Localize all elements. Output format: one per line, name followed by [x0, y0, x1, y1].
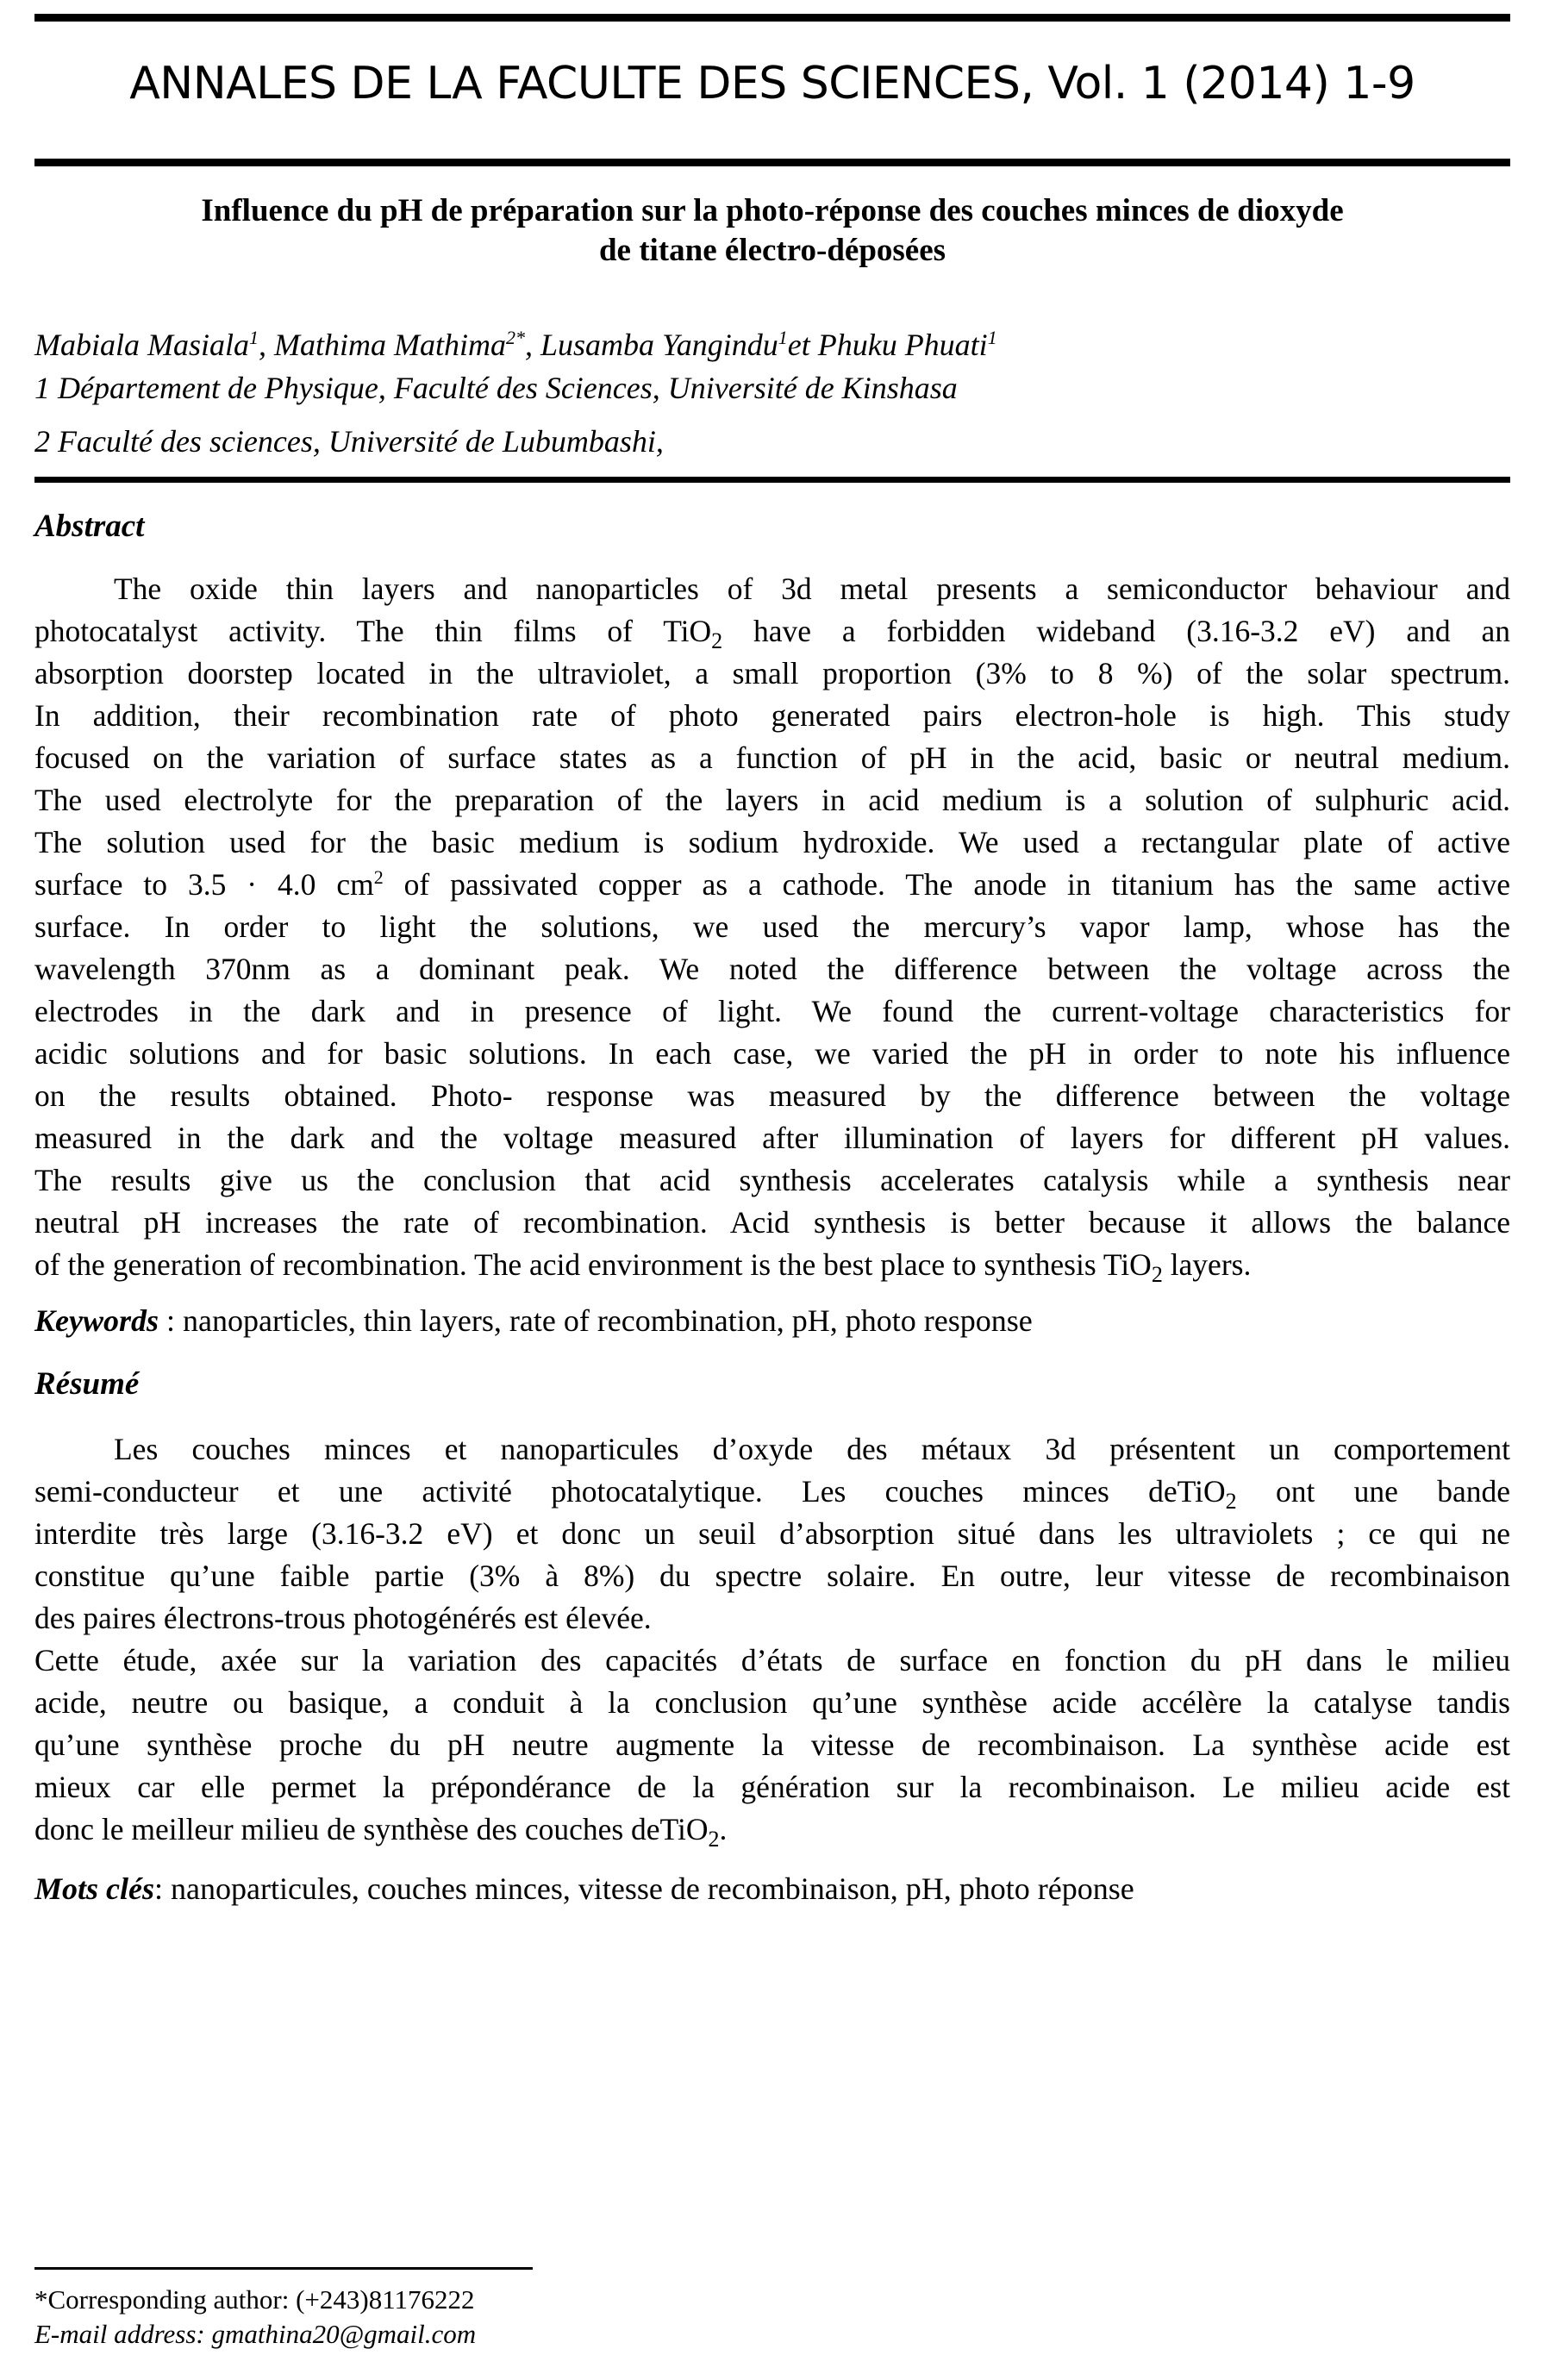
resume-paragraph-2 [34, 1640, 1510, 1851]
text-line: The used electrolyte for the preparation of the layers in acid medium is a solution of sulphuric acid. [34, 783, 1510, 817]
affiliation-2: 2 Faculté des sciences, Université de Lubumbashi, [34, 424, 664, 459]
text-line: mieux car elle permet la prépondérance de la génération sur la recombinaison. Le milieu acide est [34, 1770, 1510, 1804]
author-name: Phuku Phuati [817, 328, 988, 362]
text-line: Les couches minces et nanoparticules d’oxyde des métaux 3d présentent un comportement [114, 1432, 1510, 1466]
author-separator: et [787, 328, 818, 362]
journal-header: ANNALES DE LA FACULTE DES SCIENCES, Vol. 1 (2014) 1-9 [129, 58, 1415, 109]
text-line: The oxide thin layers and nanoparticles of 3d metal presents a semiconductor behaviour and [114, 572, 1510, 606]
author-list [34, 325, 1510, 365]
keywords-line [34, 1301, 1510, 1340]
corresponding-author: *Corresponding author: (+243)81176222 [34, 2284, 475, 2315]
text-line: des paires électrons-trous photogénérés est élevée. [34, 1601, 652, 1635]
text-line: absorption doorstep located in the ultraviolet, a small proportion (3% to 8 %) of the solar spectrum. [34, 656, 1510, 690]
text-line: In addition, their recombination rate of photo generated pairs electron-hole is high. This study [34, 698, 1510, 733]
title-line: de titane électro-déposées [598, 233, 946, 268]
header-bottom-rule [34, 159, 1510, 166]
text-line: focused on the variation of surface states as a function of pH in the acid, basic or neutral medium. [34, 740, 1510, 775]
article-title [34, 191, 1510, 271]
text-line: measured in the dark and the voltage measured after illumination of layers for different pH values. [34, 1121, 1510, 1155]
text-line: photocatalyst activity. The thin films of TiO$_2$ have a forbidden wideband (3.16-3.2 eV) and an [34, 614, 1510, 654]
mots-cles-label: Mots clés [34, 1871, 154, 1906]
text-line: Cette étude, axée sur la variation des capacités d’états de surface en fonction du pH dans le milieu [34, 1643, 1510, 1677]
abstract-heading: Abstract [34, 509, 145, 544]
keywords-label: Keywords [34, 1303, 159, 1338]
subscript: 2 [1225, 1489, 1237, 1515]
text-line: neutral pH increases the rate of recombination. Acid synthesis is better because it allows the balance [34, 1205, 1510, 1240]
author-affiliation-mark: 1 [987, 327, 997, 348]
author-name: Lusamba Yangindu [540, 328, 778, 362]
author-affiliation-mark: 1 [778, 327, 788, 348]
subscript: 2 [1151, 1262, 1163, 1288]
header-top-rule [34, 14, 1510, 22]
text-line: constitue qu’une faible partie (3% à 8%) du spectre solaire. En outre, leur vitesse de recombinaison [34, 1559, 1510, 1593]
text-line: wavelength 370nm as a dominant peak. We noted the difference between the voltage across the [34, 952, 1510, 986]
subscript: 2 [711, 628, 723, 654]
text-line: qu’une synthèse proche du pH neutre augmente la vitesse de recombinaison. La synthèse acide est [34, 1727, 1510, 1762]
text-line: of the generation of recombination. The acid environment is the best place to synthesis TiO$_2$ layers. [34, 1247, 1252, 1288]
author-name: Mabiala Masiala [34, 328, 249, 362]
text-line: electrodes in the dark and in presence of light. We found the current-voltage characteristics for [34, 994, 1510, 1028]
text-line: acide, neutre ou basique, a conduit à la conclusion qu’une synthèse acide accélère la catalyse tandis [34, 1685, 1510, 1720]
author-separator: , [259, 328, 274, 362]
email-address: E-mail address: gmathina20@gmail.com [34, 2319, 477, 2349]
text-line: acidic solutions and for basic solutions. In each case, we varied the pH in order to note his influence [34, 1036, 1510, 1071]
mots-cles-line [34, 1869, 1510, 1909]
resume-heading: Résumé [34, 1366, 140, 1402]
affiliation-1: 1 Département de Physique, Faculté des Sciences, Université de Kinshasa [34, 371, 958, 405]
subscript: 2 [708, 1827, 720, 1852]
text-line: semi-conducteur et une activité photocatalytique. Les couches minces deTiO$_2$ ont une bande [34, 1474, 1510, 1515]
keywords-text: : nanoparticles, thin layers, rate of recombination, pH, photo response [159, 1303, 1033, 1338]
text-line: on the results obtained. Photo- response was measured by the difference between the voltage [34, 1078, 1510, 1113]
title-line: Influence du pH de préparation sur la photo-réponse des couches minces de dioxyde [201, 193, 1344, 228]
author-affiliation-mark: 1 [249, 327, 259, 348]
text-line: The solution used for the basic medium is sodium hydroxide. We used a rectangular plate of active [34, 825, 1510, 859]
text-line: surface to 3.5 · 4.0 $cm^2$ of passivated copper as a cathode. The anode in titanium has the same active [34, 866, 1510, 902]
abstract-body [34, 568, 1510, 1286]
text-line: The results give us the conclusion that acid synthesis accelerates catalysis while a synthesis near [34, 1163, 1510, 1197]
superscript: 2 [373, 866, 384, 889]
section-divider-rule [34, 477, 1510, 483]
mots-cles-text: : nanoparticules, couches minces, vitesse de recombinaison, pH, photo réponse [154, 1871, 1134, 1906]
footnote-rule [34, 2267, 533, 2270]
author-name: Mathima Mathima [274, 328, 506, 362]
text-line: donc le meilleur milieu de synthèse des couches deTiO$_2$. [34, 1812, 728, 1852]
text-line: interdite très large (3.16-3.2 eV) et donc un seuil d’absorption situé dans les ultraviolets ; ce qui ne [34, 1516, 1510, 1551]
author-affiliation-mark: 2* [505, 327, 525, 348]
resume-paragraph-1 [34, 1428, 1510, 1640]
author-separator: , [524, 328, 540, 362]
text-line: surface. In order to light the solutions, we used the mercury’s vapor lamp, whose has the [34, 909, 1510, 944]
